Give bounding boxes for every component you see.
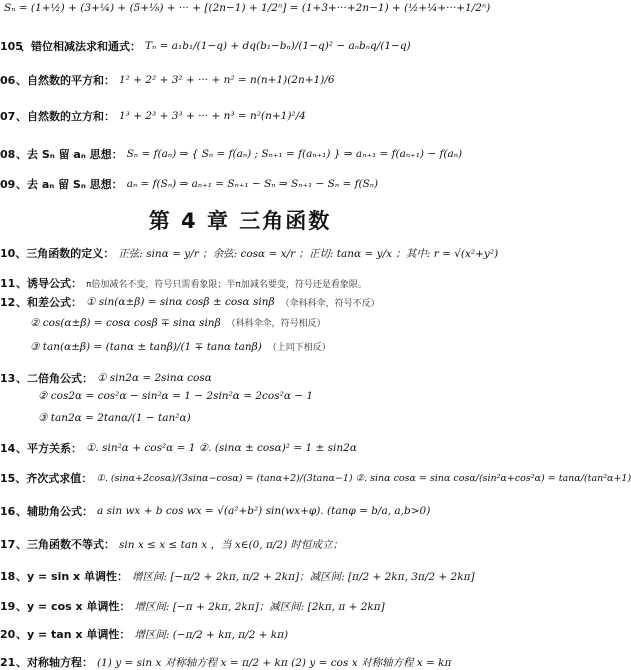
formula: ② cos(α±β) = cosα cosβ ∓ sinα sinβ [30,316,221,329]
line-number: 21 [0,655,16,669]
formula: Sₙ = f(aₙ) ⇒ { Sₙ = f(aₙ) ; Sₙ₊₁ = f(aₙ₊₁) } ⇒ aₙ₊₁ = f(aₙ₊₁) − f(aₙ) [126,148,463,160]
line-112-2 [0,316,480,329]
formula: ①. (sinα+2cosα)/(3sinα−cosα) = (tanα+2)/(3tanα−1) ②. sinα cosα = sinα cosα/(sin²α+cos²α) = tanα/(tan²α+1) [96,472,631,484]
line-number: 12 [0,295,16,309]
line-113-3 [0,412,480,424]
line-109 [0,176,480,192]
formula: a sin wx + b cos wx = √(a²+b²) sin(wx+φ). (tanφ = b/a, a,b>0) [97,505,431,517]
formula: 增区间: [−π + 2kπ, 2kπ]；减区间: [2kπ, π + 2kπ] [134,600,385,613]
note: （伞科科伞，符号不反） [280,298,380,309]
note: （上同下相反） [267,343,331,353]
formula: aₙ = f(Sₙ) ⇒ aₙ₊₁ = Sₙ₊₁ − Sₙ ⇒ Sₙ₊₁ − Sₙ = f(Sₙ) [126,178,379,190]
line-heading: 、y = sin x 单调性： [16,570,128,583]
line-112 [0,294,480,310]
line-number: 105 [0,39,23,53]
line-number: 06 [0,73,16,87]
line-113 [0,370,480,386]
note: π倍加减名不变，符号只需看象限；半π加减名要变，符号还是看象限。 [86,279,367,290]
formula: sin x ≤ x ≤ tan x ，当 x∈(0, π/2) 时恒成立； [119,538,344,551]
line-heading: 、y = cos x 单调性： [16,600,131,613]
formula: 正弦: sinα = y/r ；余弦: cosα = x/r ；正切: tanα = y/x ；其中: r = √(x²+y²) [118,247,499,260]
formula: ① sin(α±β) = sinα cosβ ± cosα sinβ [86,296,275,308]
chapter-title: 第 4 章 三角函数 [148,209,332,233]
line-heading: 、辅助角公式： [16,505,93,518]
formula: 增区间: (−π/2 + kπ, π/2 + kπ) [134,628,289,641]
line-heading: 、错位相减法求和通式： [20,40,141,53]
line-heading: 、三角函数的定义： [15,247,115,260]
line-number: 15 [0,471,16,485]
formula: (1) y = sin x 对称轴方程 x = π/2 + kπ (2) y = cos x 对称轴方程 x = kπ [97,656,452,669]
line-110 [0,245,499,261]
line-0 [0,2,491,14]
line-120 [0,626,480,642]
formula: 1² + 2² + 3² + ··· + n² = n(n+1)(2n+1)/6 [119,74,335,86]
line-number: 16 [0,504,16,518]
line-117 [0,536,480,552]
note: （科科伞伞，符号相反） [226,319,326,329]
line-111 [0,275,480,291]
line-119 [0,598,480,614]
line-105 [0,38,480,54]
formula: ① sin2α = 2sinα cosα [97,372,212,384]
line-heading: 、自然数的立方和： [16,110,115,123]
line-heading: 、三角函数不等式： [16,538,115,551]
line-number: 17 [0,537,16,551]
line-number: 10 [0,246,16,260]
formula: 增区间: [−π/2 + 2kπ, π/2 + 2kπ]；减区间: [π/2 + 2kπ, 3π/2 + 2kπ] [131,570,475,583]
line-heading: 、平方关系： [16,442,82,455]
line-number: 14 [0,441,16,455]
line-number: 18 [0,569,16,583]
line-heading: 、自然数的平方和： [16,74,115,87]
line-112-3 [0,340,480,353]
formula: 1³ + 2³ + 3³ + ··· + n³ = n²(n+1)²/4 [119,110,306,122]
line-106 [0,72,480,88]
formula: ③ tan(α±β) = (tanα ± tanβ)/(1 ∓ tanα tanβ) [30,340,262,353]
formula: ①. sin²α + cos²α = 1 ②. (sinα ± cosα)² = 1 ± sin2α [86,442,357,454]
line-heading: 、和差公式： [16,296,82,309]
line-number: 08 [0,147,16,161]
line-heading: 、齐次式求值： [15,472,93,485]
line-114 [0,440,480,456]
formula: Tₙ = a₁b₁/(1−q) + dq(b₁−bₙ)/(1−q)² − aₙbₙq/(1−q) [145,40,411,52]
line-108 [0,146,480,162]
line-116 [0,503,480,519]
formula: Sₙ = (1+½) + (3+¼) + (5+⅛) + ··· + [(2n−1) + 1/2ⁿ] = (1+3+···+2n−1) + (½+¼+···+1/2ⁿ) [4,2,491,14]
formula: ② cos2α = cos²α − sin²α = 1 − 2sin²α = 2cos²α − 1 [38,390,314,402]
line-115 [0,470,631,486]
line-heading: 、对称轴方程： [16,656,93,669]
line-heading: 、去 aₙ 留 Sₙ 思想： [16,178,123,191]
formula: ③ tan2α = 2tanα/(1 − tan²α) [38,412,191,424]
line-number: 13 [0,371,16,385]
line-number: 09 [0,177,16,191]
line-number: 19 [0,599,16,613]
line-113-2 [0,390,480,402]
line-107 [0,108,480,124]
line-heading: 、去 Sₙ 留 aₙ 思想： [16,148,123,161]
line-heading: 、y = tan x 单调性： [16,628,131,641]
line-heading: 、二倍角公式： [16,372,93,385]
line-118 [0,568,480,584]
line-121 [0,654,480,670]
line-number: 07 [0,109,16,123]
line-heading: 、诱导公式： [16,277,82,290]
line-number: 20 [0,627,16,641]
line-number: 11 [0,276,16,290]
